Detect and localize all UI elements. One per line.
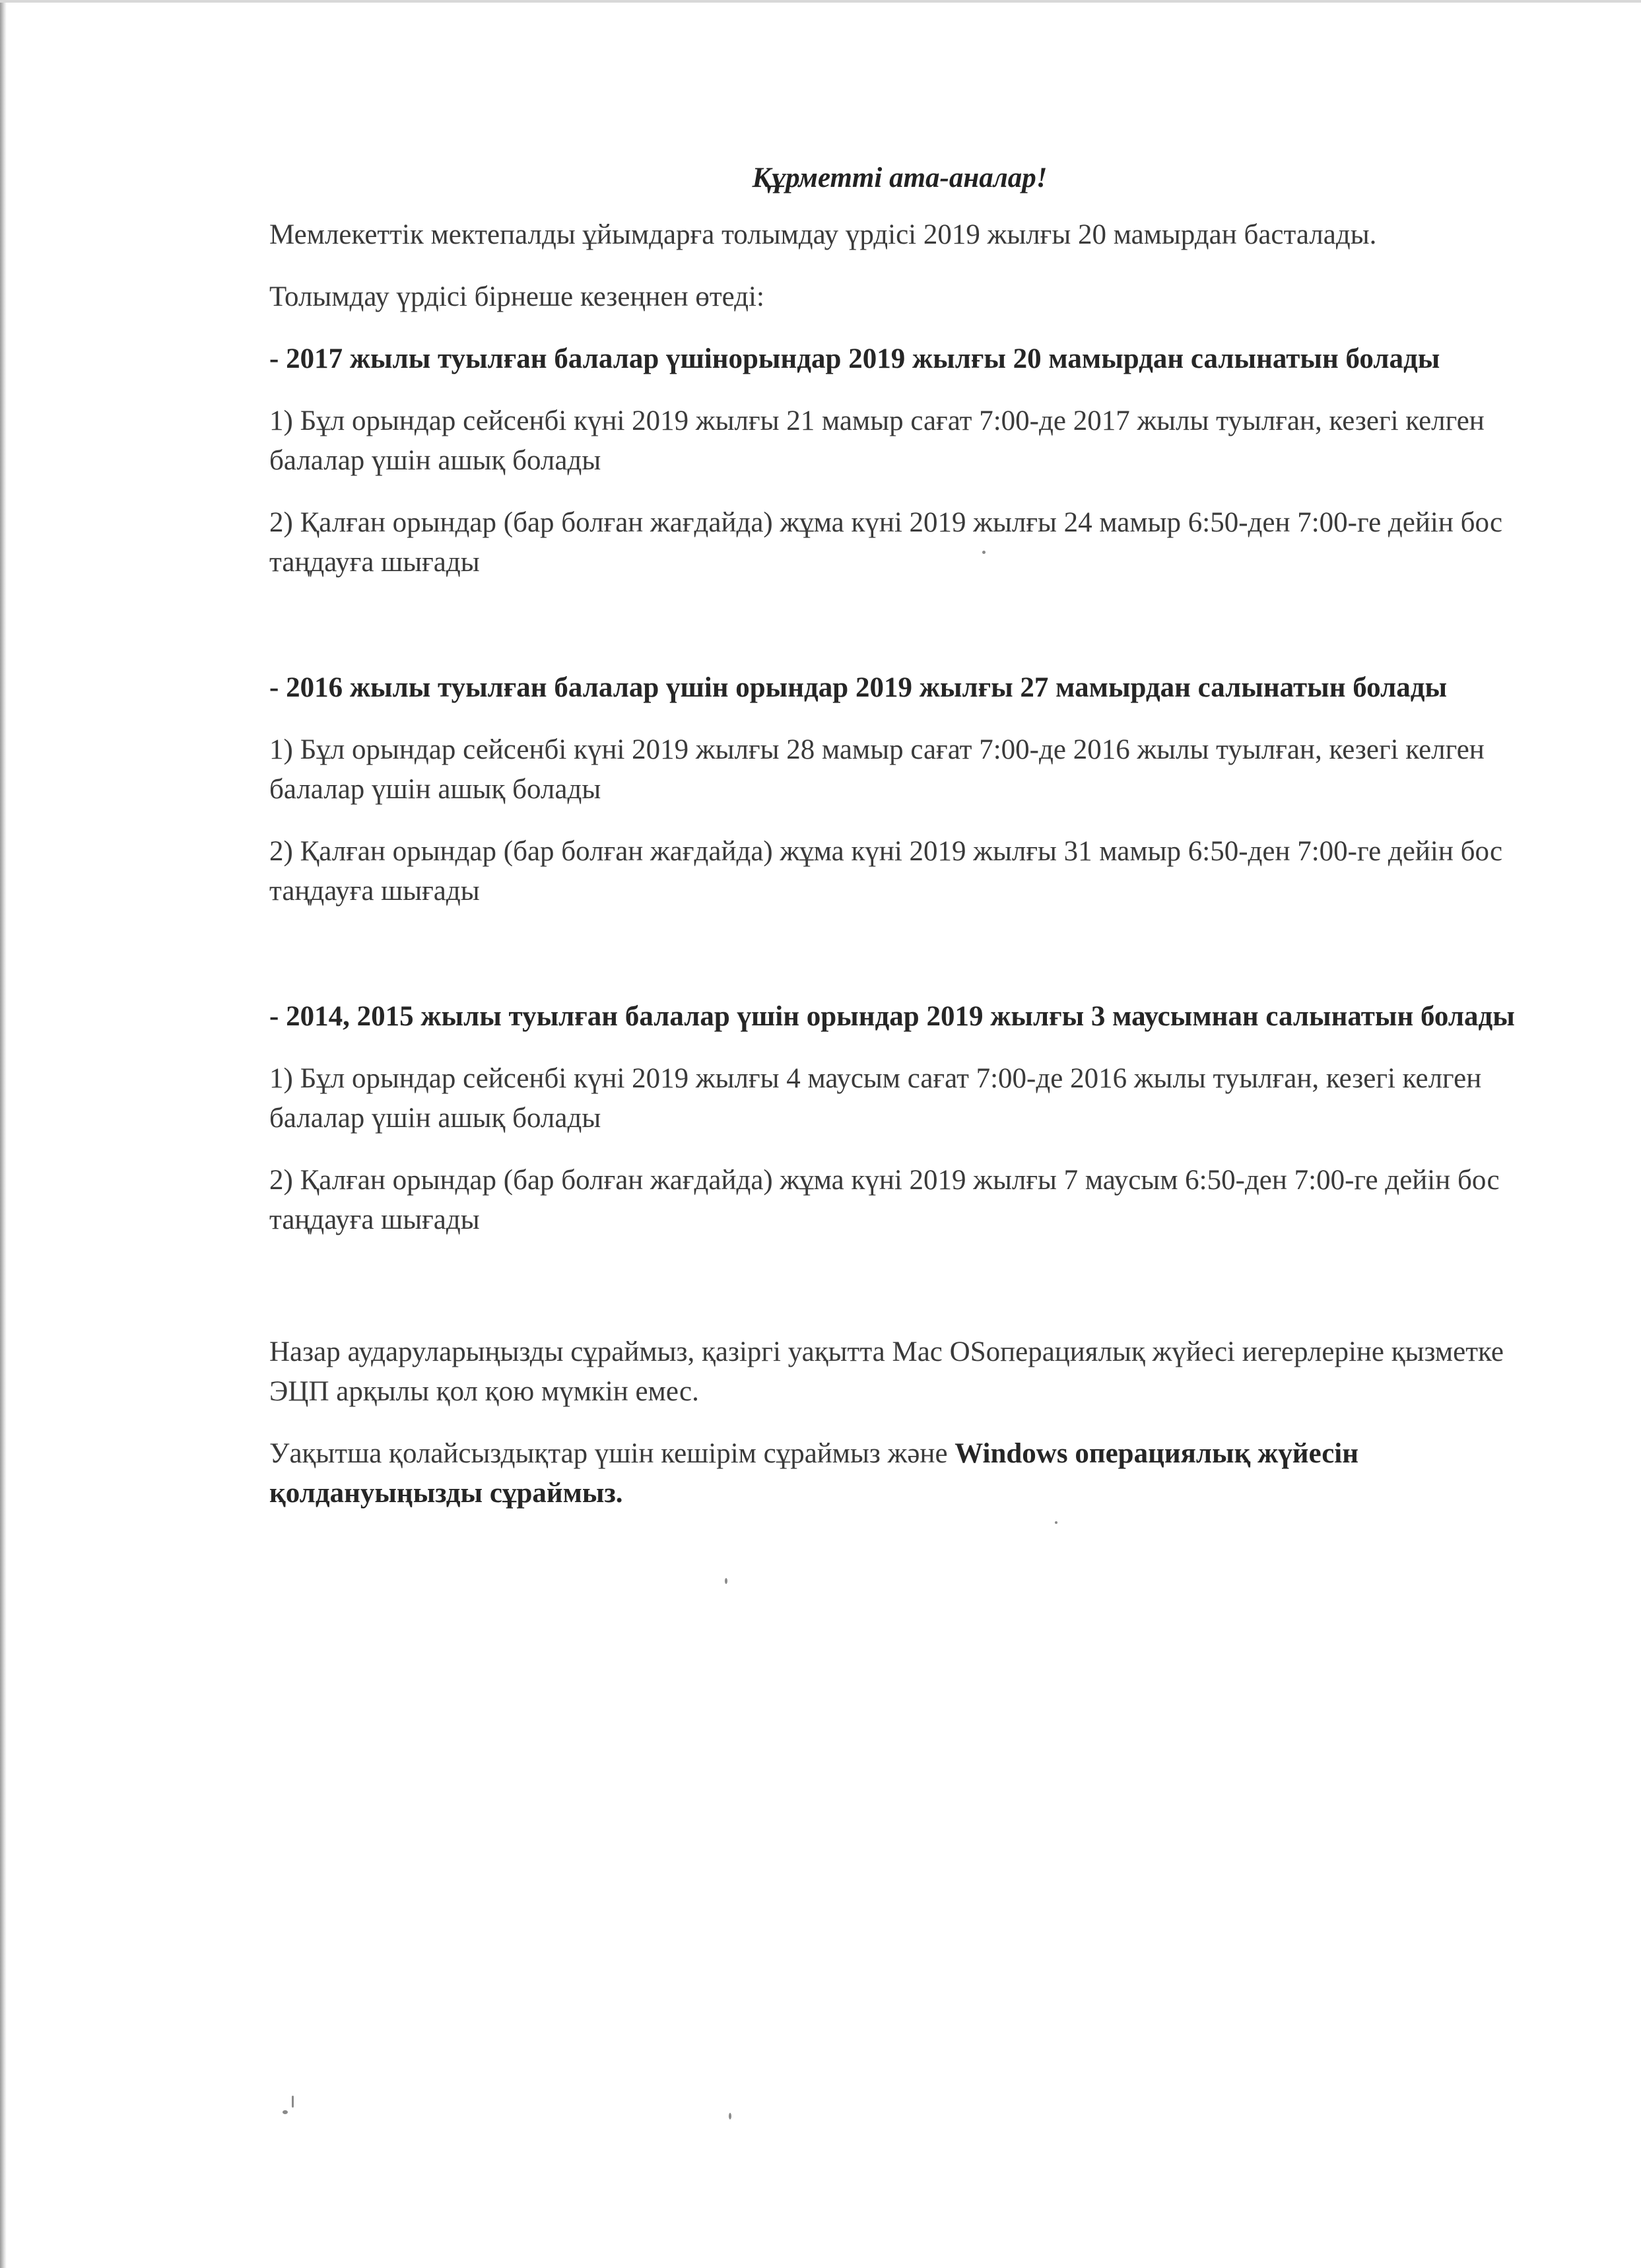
letter-title: Құрметті ата-аналар! <box>752 162 1048 193</box>
apology-paragraph <box>269 1434 1530 1513</box>
stage-2014-2015-item-2: 2) Қалған орындар (бар болған жағдайда) жұма күні 2019 жылғы 7 маусым 6:50-ден 7:00-ге дейін бос таңдауға шығады <box>269 1165 1500 1235</box>
stage-2014-2015-item-1: 1) Бұл орындар сейсенбі күні 2019 жылғы 4 маусым сағат 7:00-де 2016 жылы туылған, кезегі келген балалар үшін ашық болады <box>269 1063 1482 1134</box>
stage-heading-2017: - 2017 жылы туылған балалар үшінорындар 2019 жылғы 20 мамырдан салынатын болады <box>269 343 1440 374</box>
stage-2017-item-1: 1) Бұл орындар сейсенбі күні 2019 жылғы 21 мамыр сағат 7:00-де 2017 жылы туылған, кезегі келген балалар үшін ашық болады <box>269 405 1485 476</box>
letter-body <box>269 158 1530 1513</box>
scan-speck <box>1055 1521 1057 1524</box>
scan-edge-top <box>0 0 1641 3</box>
mac-os-notice: Назар аударуларыңызды сұраймыз, қазіргі уақытта Mac OSоперациялық жүйесі иегерлеріне қызметке ЭЦП арқылы қол қою мүмкін емес. <box>269 1336 1504 1407</box>
apology-text: Уақытша қолайсыздықтар үшін кешірім сұраймыз және <box>269 1438 955 1469</box>
stage-heading-2016: - 2016 жылы туылған балалар үшін орындар 2019 жылғы 27 мамырдан салынатын болады <box>269 672 1448 703</box>
scan-speck <box>725 1578 727 1584</box>
intro-paragraph: Мемлекеттік мектепалды ұйымдарға толымдау үрдісі 2019 жылғы 20 мамырдан басталады. <box>269 219 1377 250</box>
stage-2016-item-1: 1) Бұл орындар сейсенбі күні 2019 жылғы 28 мамыр сағат 7:00-де 2016 жылы туылған, кезегі келген балалар үшін ашық болады <box>269 734 1485 805</box>
stages-intro: Толымдау үрдісі бірнеше кезеңнен өтеді: <box>269 281 764 312</box>
stage-2016-item-2: 2) Қалған орындар (бар болған жағдайда) жұма күні 2019 жылғы 31 мамыр 6:50-ден 7:00-ге дейін бос таңдауға шығады <box>269 836 1503 907</box>
scan-edge-left <box>0 0 7 2268</box>
scan-speck <box>283 2110 288 2114</box>
scan-speck <box>292 2096 294 2108</box>
windows-request: Windows операциялық жүйесін қолдануыңызды сұраймыз. <box>269 1438 1359 1509</box>
scan-speck <box>729 2113 731 2119</box>
stage-2017-item-2: 2) Қалған орындар (бар болған жағдайда) жұма күні 2019 жылғы 24 мамыр 6:50-ден 7:00-ге дейін бос таңдауға шығады <box>269 507 1503 578</box>
stage-heading-2014-2015: - 2014, 2015 жылы туылған балалар үшін орындар 2019 жылғы 3 маусымнан салынатын болады <box>269 1001 1515 1032</box>
